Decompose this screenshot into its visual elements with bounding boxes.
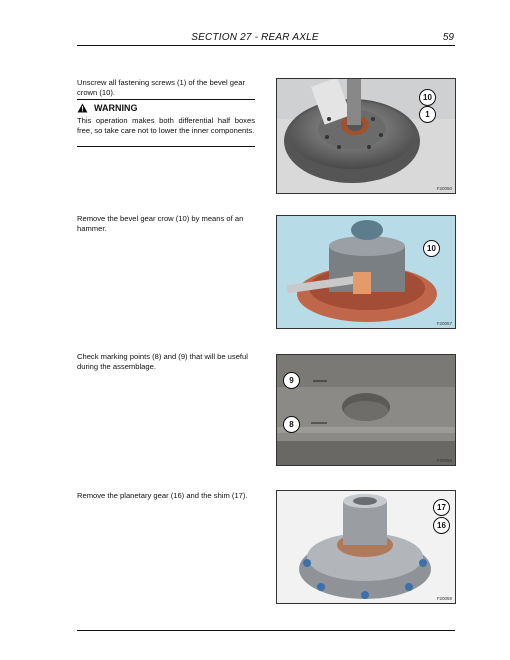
photo-code: F20057	[436, 321, 452, 326]
header-rule	[77, 45, 455, 46]
step-2-text: Remove the bevel gear crow (10) by means of an hammer.	[77, 214, 244, 233]
step-4-text: Remove the planetary gear (16) and the shim (17).	[77, 491, 248, 500]
step-3-text: Check marking points (8) and (9) that will be useful during the assemblage.	[77, 352, 248, 371]
callout-17: 17	[433, 499, 450, 516]
callout-16: 16	[433, 517, 450, 534]
callout-10: 10	[419, 89, 436, 106]
photo-code: F20058	[436, 458, 452, 463]
photo-code: F20050	[436, 186, 452, 191]
callout-10: 10	[423, 240, 440, 257]
page-number: 59	[442, 32, 454, 43]
section-title: SECTION 27 - REAR AXLE	[191, 32, 319, 43]
photo-planetary-gear	[276, 490, 456, 604]
photo-code: F20059	[436, 596, 452, 601]
step-1-text: Unscrew all fastening screws (1) of the bevel gear crown (10).	[77, 78, 245, 97]
warning-bottom-rule	[77, 146, 255, 147]
warning-title: WARNING	[94, 103, 138, 113]
photo-marking-points	[276, 354, 456, 466]
callout-9: 9	[283, 372, 300, 389]
footer-rule	[77, 630, 455, 631]
warning-top-rule	[77, 99, 255, 100]
photo-bevel-gear-hammer	[276, 215, 456, 329]
warning-text: This operation makes both differential half boxes free, so take care not to lower the inner components.	[77, 116, 255, 135]
warning-heading	[77, 103, 138, 113]
callout-8: 8	[283, 416, 300, 433]
photo-bevel-gear-screws	[276, 78, 456, 194]
callout-1: 1	[419, 106, 436, 123]
warning-triangle-icon	[77, 103, 88, 113]
